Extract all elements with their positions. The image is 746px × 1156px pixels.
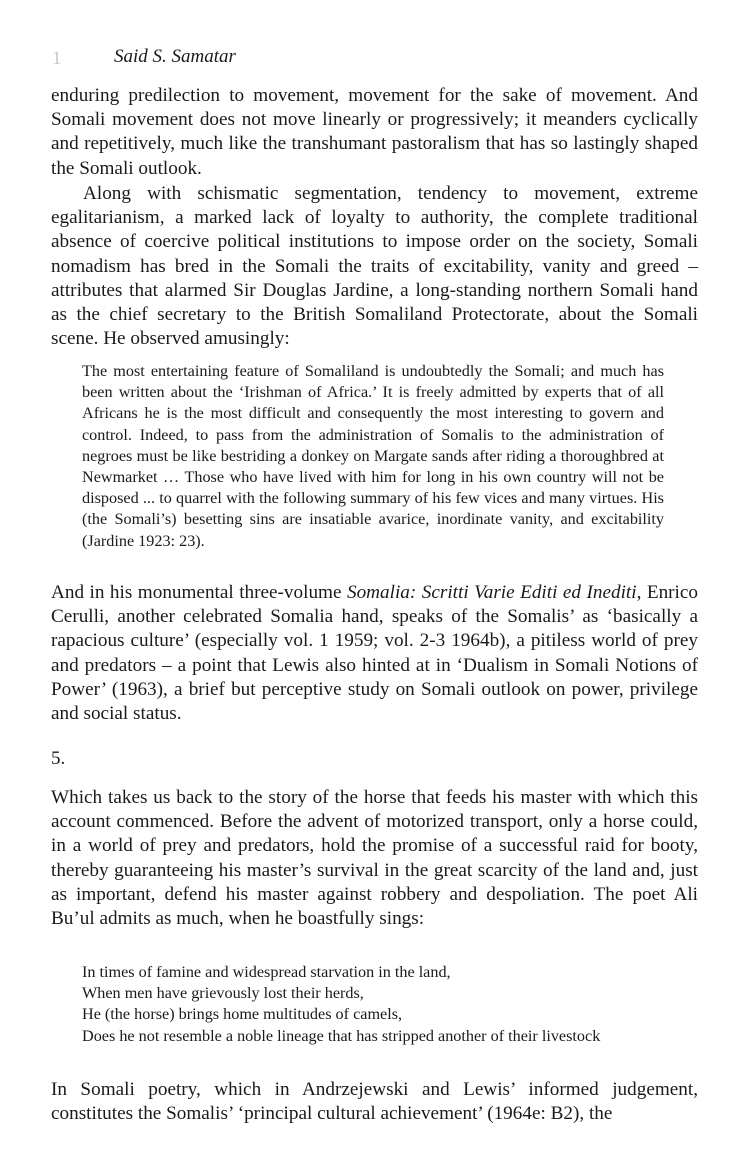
- paragraph-3-lead: And in his monumental three-volume: [51, 582, 347, 603]
- paragraph-3-text: [51, 581, 698, 726]
- paragraph-1-text: enduring predilection to movement, movement for the sake of movement. And Somali movement does not move linearly or progressively; it meanders cyclically and repetitively, much like the transhumant pastoralism that has so lastingly shaped the Somali outlook.: [51, 85, 698, 179]
- paragraph-2-text: Along with schismatic segmentation, tendency to movement, extreme egalitarianism, a marked lack of loyalty to authority, the complete traditional absence of coercive political institutions to impose order on the society, Somali nomadism has bred in the Somali the traits of excitability, vanity and greed – attributes that alarmed Sir Douglas Jardine, a long-standing northern Somali hand as the chief secretary to the British Somaliland Protectorate, about the Somali scene. He observed amusingly:: [51, 183, 698, 350]
- poem-block: [82, 962, 642, 1047]
- book-title: Somalia: Scritti Varie Editi ed Inediti: [346, 582, 637, 603]
- paragraph-4-text: Which takes us back to the story of the horse that feeds his master with which this account commenced. Before the advent of motorized transport, only a horse could, in a world of prey and predators, hold the promise of a successful raid for booty, thereby guaranteeing his master’s survival in the great scarcity of the land and, just as important, defend his master against robbery and despoliation. The poet Ali Bu’ul admits as much, when he boastfully sings:: [51, 787, 698, 930]
- block-quote-text: The most entertaining feature of Somaliland is undoubtedly the Somali; and much has been written about the ‘Irishman of Africa.’ It is freely admitted by experts that of all Africans he is the most difficult and consequently the most interesting to govern and control. Indeed, to pass from the administration of Somalis to the administration of negroes must be like bestriding a donkey on Margate sands after riding a thoroughbred at Newmarket … Those who have lived with him for long in his own country will not be disposed ... to quarrel with the following summary of his few vices and many virtues. His (the Somali’s) besetting sins are insatiable avarice, inordinate vanity, and excitability (Jardine 1923: 23).: [82, 362, 664, 550]
- paragraph-3: [51, 581, 698, 726]
- poem-line: In times of famine and widespread starvation in the land,: [82, 963, 451, 981]
- block-quote-jardine: [82, 361, 664, 552]
- paragraph-2: [51, 182, 698, 351]
- paragraph-4: [51, 786, 698, 931]
- poem-line: He (the horse) brings home multitudes of camels,: [82, 1005, 403, 1024]
- paragraph-5-text: In Somali poetry, which in Andrzejewski and Lewis’ informed judgement, constitutes the Somalis’ ‘principal cultural achievement’ (1964e: B2), the: [51, 1079, 698, 1125]
- poem-line: When men have grievously lost their herds,: [82, 984, 364, 1003]
- running-head-author: Said S. Samatar: [114, 46, 236, 67]
- paragraph-5: [51, 1078, 698, 1126]
- poem-line: Does he not resemble a noble lineage that has stripped another of their livestock: [82, 1026, 601, 1045]
- paragraph-3-rest: , Enrico Cerulli, another celebrated Somalia hand, speaks of the Somalis’ as ‘basically a rapacious culture’ (especially vol. 1 1959; vol. 2-3 1964b), a pitiless world of prey and predators – a point that Lewis also hinted at in ‘Dualism in Somali Notions of Power’ (1963), a brief but perceptive study on Somali outlook on power, privilege and social status.: [51, 582, 699, 725]
- page-header: [52, 46, 702, 72]
- section-number: 5.: [51, 748, 66, 769]
- paragraph-1: [51, 84, 698, 181]
- page-number: 1: [52, 48, 62, 69]
